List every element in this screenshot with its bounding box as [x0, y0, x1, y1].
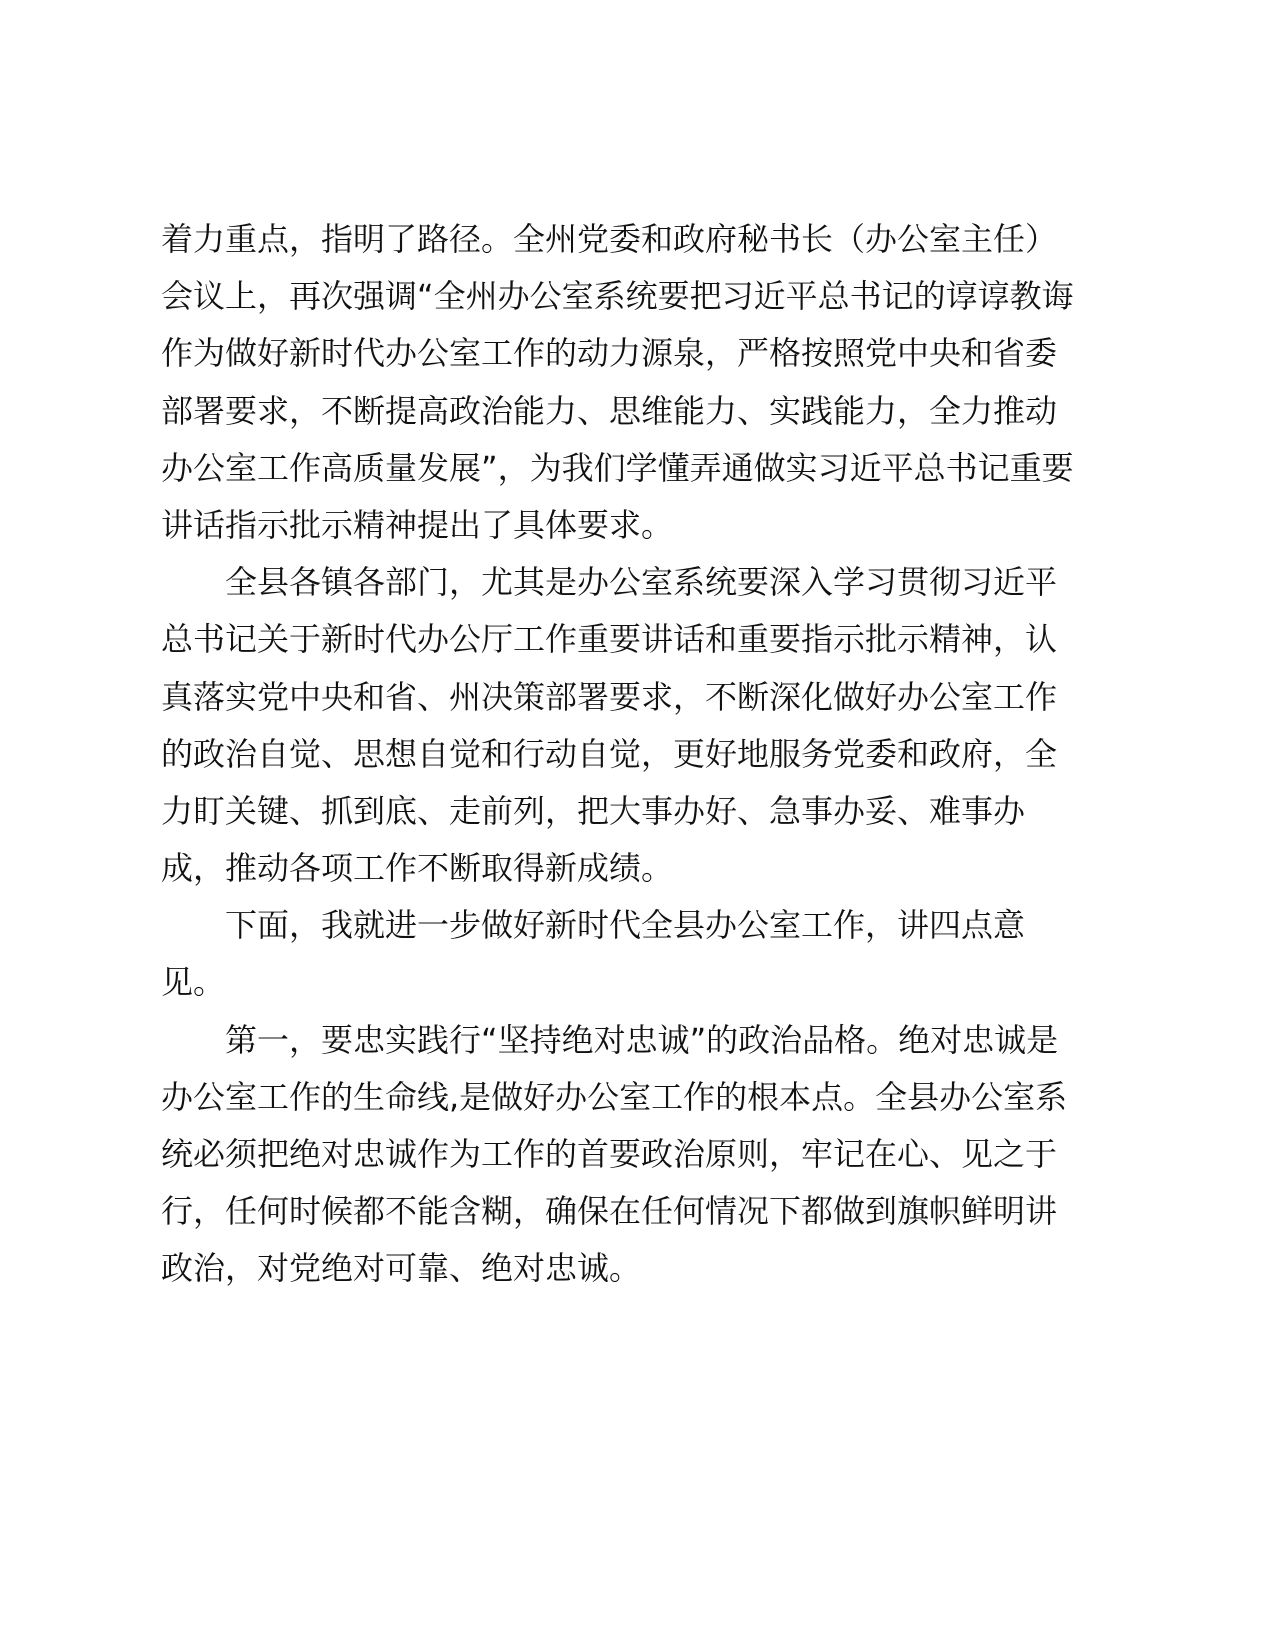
text-line: 讲话指示批示精神提出了具体要求。	[161, 505, 674, 544]
text-line: 见。	[161, 963, 226, 1002]
text-line: 行，任何时候都不能含糊，确保在任何情况下都做到旗帜鲜明讲	[161, 1192, 1058, 1231]
text-line: 统必须把绝对忠诚作为工作的首要政治原则，牢记在心、见之于	[161, 1135, 1058, 1173]
text-line: 真落实党中央和省、州决策部署要求，不断深化做好办公室工作	[161, 677, 1058, 716]
text-line: 的政治自觉、思想自觉和行动自觉，更好地服务党委和政府，全	[161, 734, 1058, 773]
text-line: 成，推动各项工作不断取得新成绩。	[161, 849, 674, 888]
text-line: 力盯关键、抓到底、走前列，把大事办好、急事办妥、难事办	[161, 791, 1026, 830]
text-line: 着力重点，指明了路径。全州党委和政府秘书长（办公室主任）	[161, 220, 1058, 258]
text-line: 政治，对党绝对可靠、绝对忠诚。	[161, 1249, 642, 1288]
text-line: 全县各镇各部门，尤其是办公室系统要深入学习贯彻习近平	[225, 563, 1058, 602]
document-body	[161, 211, 1091, 1298]
text-line: 作为做好新时代办公室工作的动力源泉，严格按照党中央和省委	[161, 334, 1058, 373]
text-line: 办公室工作的生命线,是做好办公室工作的根本点。全县办公室系	[161, 1077, 1068, 1116]
text-line: 下面，我就进一步做好新时代全县办公室工作，讲四点意	[225, 906, 1026, 945]
text-line: 第一，要忠实践行“坚持绝对忠诚”的政治品格。绝对忠诚是	[225, 1020, 1059, 1059]
paragraph-4	[161, 1012, 1091, 1298]
text-line: 部署要求，不断提高政治能力、思维能力、实践能力，全力推动	[161, 391, 1058, 430]
text-line: 办公室工作高质量发展”，为我们学懂弄通做实习近平总书记重要	[161, 448, 1074, 487]
text-line: 总书记关于新时代办公厅工作重要讲话和重要指示批示精神，认	[161, 620, 1058, 659]
paragraph-1	[161, 211, 1091, 554]
text-line: 会议上，再次强调“全州办公室系统要把习近平总书记的谆谆教诲	[161, 277, 1074, 316]
paragraph-2	[161, 554, 1091, 897]
paragraph-3	[161, 897, 1091, 1011]
